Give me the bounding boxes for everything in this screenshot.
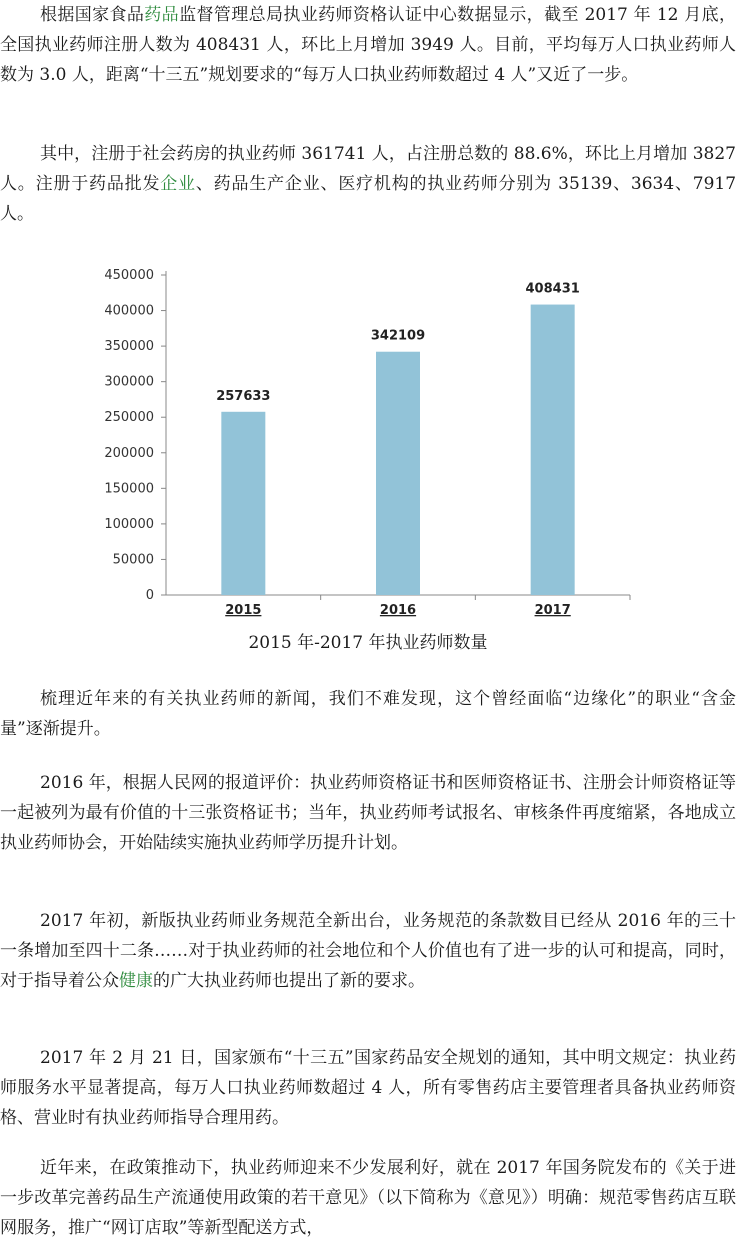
paragraph bbox=[0, 0, 736, 90]
paragraph-text: 梳理近年来的有关执业药师的新闻，我们不难发现，这个曾经面临“边缘化”的职业“含金量”逐渐提升。 bbox=[0, 689, 736, 739]
data-label: 342109 bbox=[370, 328, 426, 344]
paragraph bbox=[0, 906, 736, 996]
y-tick-label: 50000 bbox=[112, 552, 154, 568]
paragraph-text: 监督管理总局执业药师资格认证中心数据显示，截至 2017 年 12 月底，全国执业药师注册人数为 408431 人，环比上月增加 3949 人。目前，平均每万人口执业药师人数为 3.0 人，距离“十三五”规划要求的“每万人口执业药师数超过 4 人”又近了一步。 bbox=[0, 5, 736, 85]
y-tick-label: 200000 bbox=[104, 445, 154, 461]
paragraph-text: 根据国家食品 bbox=[40, 5, 145, 25]
x-tick-label: 2016 bbox=[379, 603, 417, 618]
y-tick-label: 0 bbox=[145, 588, 154, 603]
paragraph bbox=[0, 768, 736, 858]
bar-chart bbox=[90, 256, 650, 624]
y-tick-label: 100000 bbox=[104, 516, 154, 532]
y-tick-label: 350000 bbox=[104, 339, 154, 355]
paragraph-text: 2017 年初，新版执业药师业务规范全新出台，业务规范的条款数目已经从 2016 年的三十一条增加至四十二条……对于执业药师的社会地位和个人价值也有了进一步的认可和提高，同时，对于指导着公众 bbox=[0, 911, 736, 991]
paragraph-text: 其中，注册于社会药房的执业药师 361741 人，占注册总数的 88.6%，环比上月增加 3827 人。注册于药品批发 bbox=[0, 144, 736, 194]
keyword-link[interactable]: 药品 bbox=[144, 5, 180, 25]
x-tick-label: 2017 bbox=[534, 603, 571, 618]
paragraph bbox=[0, 1153, 736, 1243]
x-tick-label: 2015 bbox=[225, 603, 262, 618]
y-tick-label: 400000 bbox=[104, 303, 154, 319]
paragraph-text: 近年来，在政策推动下，执业药师迎来不少发展利好，就在 2017 年国务院发布的《关于进一步改革完善药品生产流通使用政策的若干意见》（以下简称为《意见》）明确：规范零售药店互联网服务，推广“网订店取”等新型配送方式， bbox=[0, 1158, 736, 1238]
y-tick-label: 450000 bbox=[104, 268, 154, 283]
y-tick-label: 250000 bbox=[104, 410, 154, 426]
data-label: 257633 bbox=[216, 388, 271, 404]
paragraph bbox=[0, 139, 736, 229]
bar bbox=[376, 352, 420, 595]
paragraph-text: 、药品生产企业、医疗机构的执业药师分别为 35139、3634、7917 人。 bbox=[0, 174, 736, 224]
keyword-link[interactable]: 企业 bbox=[160, 174, 196, 194]
chart-caption: 2015 年-2017 年执业药师数量 bbox=[248, 633, 488, 653]
y-tick-label: 300000 bbox=[104, 374, 154, 390]
data-label: 408431 bbox=[525, 281, 580, 297]
paragraph bbox=[0, 1043, 736, 1133]
paragraph-text: 的广大执业药师也提出了新的要求。 bbox=[153, 971, 425, 991]
bar bbox=[221, 412, 265, 595]
paragraph bbox=[0, 684, 736, 744]
paragraph-text: 2017 年 2 月 21 日，国家颁布“十三五”国家药品安全规划的通知，其中明文规定：执业药师服务水平显著提高，每万人口执业药师数超过 4 人，所有零售药店主要管理者具备执业药师资格、营业时有执业药师指导合理用药。 bbox=[0, 1048, 736, 1128]
bar bbox=[531, 305, 575, 595]
paragraph-text: 2016 年，根据人民网的报道评价：执业药师资格证书和医师资格证书、注册会计师资格证等一起被列为最有价值的十三张资格证书；当年，执业药师考试报名、审核条件再度缩紧，各地成立执业药师协会，开始陆续实施执业药师学历提升计划。 bbox=[0, 773, 736, 853]
keyword-link[interactable]: 健康 bbox=[119, 971, 153, 991]
y-tick-label: 150000 bbox=[104, 481, 154, 497]
